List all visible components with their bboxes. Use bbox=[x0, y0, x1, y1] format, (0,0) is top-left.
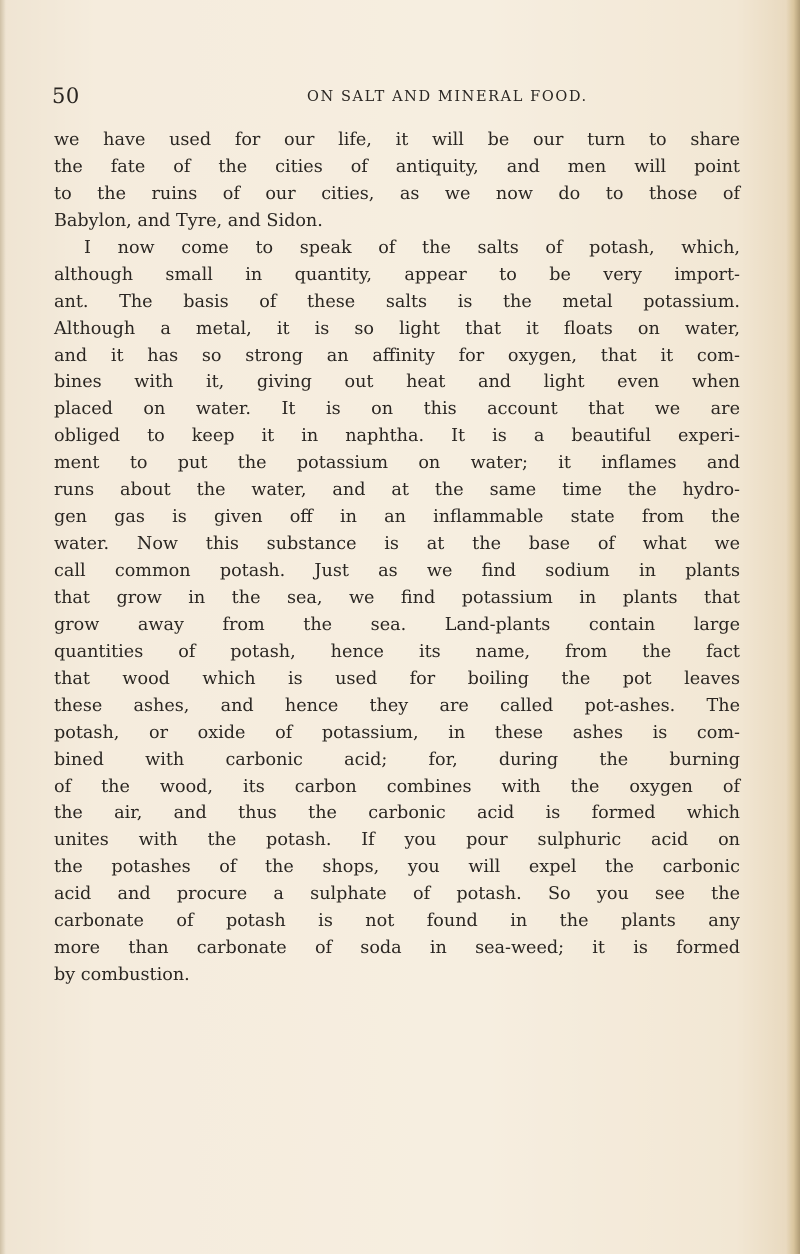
page-number: 50 bbox=[52, 84, 80, 108]
page-left-edge bbox=[0, 0, 6, 1254]
text-line: grow away from the sea. Land-plants contain large bbox=[54, 614, 740, 635]
text-line: although small in quantity, appear to be very import- bbox=[54, 264, 740, 285]
text-line: water. Now this substance is at the base of what we bbox=[54, 534, 740, 555]
text-line: runs about the water, and at the same time the hydro- bbox=[54, 480, 740, 501]
text-line: more than carbonate of soda in sea-weed; it is formed bbox=[54, 938, 740, 959]
text-line: I now come to speak of the salts of potash, which, bbox=[84, 237, 740, 258]
text-line: ant. The basis of these salts is the metal potassium. bbox=[54, 291, 740, 312]
text-line: acid and procure a sulphate of potash. So you see the bbox=[54, 884, 740, 905]
text-line: that grow in the sea, we find potassium in plants that bbox=[54, 587, 740, 608]
text-line: obliged to keep it in naphtha. It is a beautiful experi- bbox=[54, 426, 740, 447]
text-line: bined with carbonic acid; for, during the burning bbox=[54, 749, 740, 770]
text-line: the fate of the cities of antiquity, and men will point bbox=[54, 156, 740, 177]
text-line: quantities of potash, hence its name, from the fact bbox=[54, 641, 740, 662]
text-line: Although a metal, it is so light that it floats on water, bbox=[54, 318, 740, 339]
text-line: Babylon, and Tyre, and Sidon. bbox=[54, 210, 323, 231]
text-line: and it has so strong an affinity for oxygen, that it com- bbox=[54, 345, 740, 366]
running-title: ON SALT AND MINERAL FOOD. bbox=[307, 89, 588, 105]
text-line: of the wood, its carbon combines with the oxygen of bbox=[54, 776, 740, 797]
text-line: ment to put the potassium on water; it inflames and bbox=[54, 453, 740, 474]
text-line: the air, and thus the carbonic acid is formed which bbox=[54, 803, 740, 824]
text-line: the potashes of the shops, you will expel the carbonic bbox=[54, 857, 740, 878]
text-line: to the ruins of our cities, as we now do to those of bbox=[54, 183, 740, 204]
text-line: placed on water. It is on this account that we are bbox=[54, 399, 740, 420]
text-line: call common potash. Just as we find sodium in plants bbox=[54, 561, 740, 581]
page-header bbox=[52, 84, 742, 114]
page-right-edge bbox=[786, 0, 800, 1254]
text-line: these ashes, and hence they are called pot-ashes. The bbox=[54, 695, 740, 716]
text-line: we have used for our life, it will be our turn to share bbox=[54, 130, 740, 150]
text-line: by combustion. bbox=[54, 965, 190, 986]
text-line: carbonate of potash is not found in the plants any bbox=[54, 911, 740, 932]
text-line: potash, or oxide of potassium, in these ashes is com- bbox=[54, 722, 740, 743]
body-text bbox=[54, 127, 740, 989]
text-line: that wood which is used for boiling the pot leaves bbox=[54, 668, 740, 689]
text-line: bines with it, giving out heat and light even when bbox=[54, 372, 740, 393]
text-line: unites with the potash. If you pour sulphuric acid on bbox=[54, 830, 740, 851]
text-line: gen gas is given off in an inflammable state from the bbox=[54, 507, 740, 528]
